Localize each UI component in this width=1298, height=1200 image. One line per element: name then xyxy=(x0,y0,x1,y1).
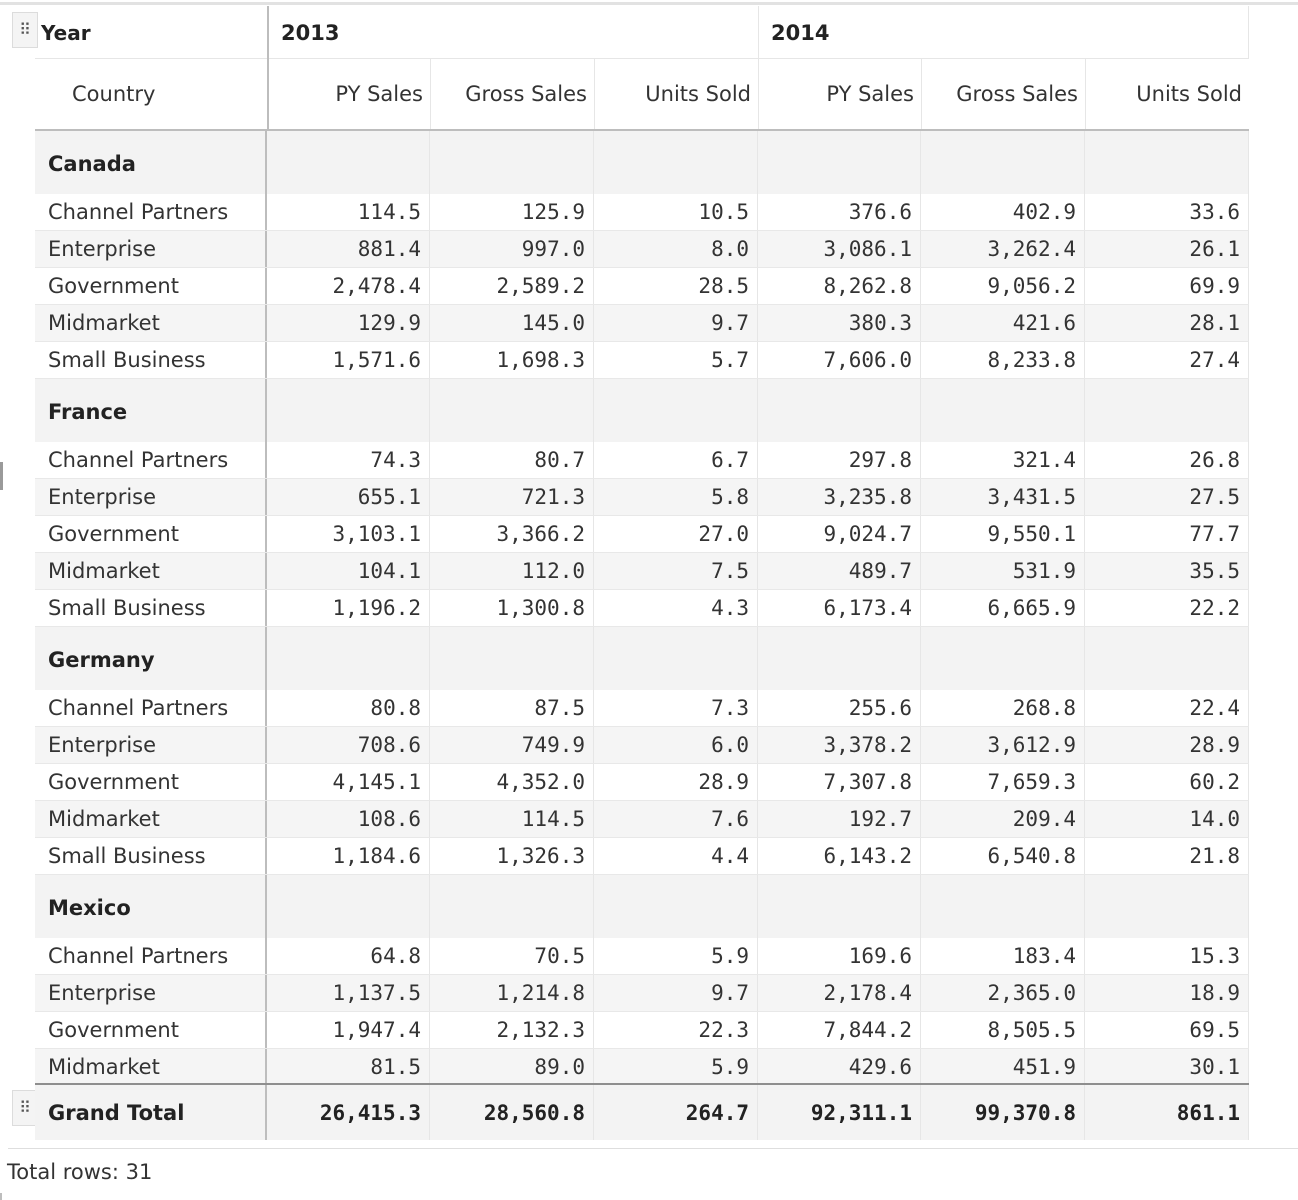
measure-header-2013-1[interactable]: Gross Sales xyxy=(430,59,594,129)
value-cell: 4,352.0 xyxy=(430,764,594,800)
country-group-label: Mexico xyxy=(35,875,267,938)
year-2013-header[interactable]: 2013 xyxy=(267,6,758,59)
table-row[interactable] xyxy=(35,194,1249,231)
value-cell: 28.9 xyxy=(594,764,758,800)
value-cell: 81.5 xyxy=(267,1049,430,1085)
value-cell: 28.5 xyxy=(594,268,758,304)
value-cell: 997.0 xyxy=(430,231,594,267)
value-cell: 380.3 xyxy=(758,305,921,341)
table-row[interactable] xyxy=(35,553,1249,590)
value-cell: 3,378.2 xyxy=(758,727,921,763)
value-cell: 708.6 xyxy=(267,727,430,763)
table-row[interactable] xyxy=(35,690,1249,727)
segment-label: Channel Partners xyxy=(35,194,267,230)
value-cell: 6.7 xyxy=(594,442,758,478)
value-cell: 2,478.4 xyxy=(267,268,430,304)
group-empty-cell xyxy=(430,131,594,194)
segment-label: Midmarket xyxy=(35,553,267,589)
value-cell: 1,698.3 xyxy=(430,342,594,378)
value-cell: 1,300.8 xyxy=(430,590,594,626)
value-cell: 881.4 xyxy=(267,231,430,267)
value-cell: 5.8 xyxy=(594,479,758,515)
value-cell: 531.9 xyxy=(921,553,1085,589)
value-cell: 1,947.4 xyxy=(267,1012,430,1048)
value-cell: 28.1 xyxy=(1085,305,1249,341)
grand-total-value: 28,560.8 xyxy=(430,1085,594,1140)
value-cell: 7.6 xyxy=(594,801,758,837)
value-cell: 8,262.8 xyxy=(758,268,921,304)
group-empty-cell xyxy=(758,379,921,442)
value-cell: 402.9 xyxy=(921,194,1085,230)
value-cell: 8,233.8 xyxy=(921,342,1085,378)
group-empty-cell xyxy=(267,875,430,938)
value-cell: 10.5 xyxy=(594,194,758,230)
group-empty-cell xyxy=(430,875,594,938)
value-cell: 9.7 xyxy=(594,305,758,341)
value-cell: 749.9 xyxy=(430,727,594,763)
value-cell: 9.7 xyxy=(594,975,758,1011)
value-cell: 14.0 xyxy=(1085,801,1249,837)
value-cell: 7,844.2 xyxy=(758,1012,921,1048)
country-group-row[interactable] xyxy=(35,875,1249,938)
group-empty-cell xyxy=(594,875,758,938)
value-cell: 6,173.4 xyxy=(758,590,921,626)
value-cell: 6,665.9 xyxy=(921,590,1085,626)
value-cell: 87.5 xyxy=(430,690,594,726)
value-cell: 6.0 xyxy=(594,727,758,763)
grand-total-value: 861.1 xyxy=(1085,1085,1249,1140)
grand-total-label: Grand Total xyxy=(35,1085,267,1140)
value-cell: 451.9 xyxy=(921,1049,1085,1085)
value-cell: 7,307.8 xyxy=(758,764,921,800)
value-cell: 112.0 xyxy=(430,553,594,589)
table-row[interactable] xyxy=(35,838,1249,875)
value-cell: 70.5 xyxy=(430,938,594,974)
table-row[interactable] xyxy=(35,938,1249,975)
group-empty-cell xyxy=(921,627,1085,690)
value-cell: 4,145.1 xyxy=(267,764,430,800)
measure-header-2013-0[interactable]: PY Sales xyxy=(267,59,430,129)
value-cell: 2,132.3 xyxy=(430,1012,594,1048)
value-cell: 80.8 xyxy=(267,690,430,726)
grand-total-row xyxy=(35,1083,1249,1140)
table-row[interactable] xyxy=(35,590,1249,627)
country-group-label: Canada xyxy=(35,131,267,194)
group-empty-cell xyxy=(758,875,921,938)
value-cell: 27.0 xyxy=(594,516,758,552)
grand-total-value: 264.7 xyxy=(594,1085,758,1140)
value-cell: 28.9 xyxy=(1085,727,1249,763)
value-cell: 1,184.6 xyxy=(267,838,430,874)
value-cell: 69.9 xyxy=(1085,268,1249,304)
value-cell: 74.3 xyxy=(267,442,430,478)
value-cell: 35.5 xyxy=(1085,553,1249,589)
value-cell: 192.7 xyxy=(758,801,921,837)
segment-label: Enterprise xyxy=(35,479,267,515)
value-cell: 3,366.2 xyxy=(430,516,594,552)
value-cell: 15.3 xyxy=(1085,938,1249,974)
value-cell: 3,103.1 xyxy=(267,516,430,552)
value-cell: 7.5 xyxy=(594,553,758,589)
group-empty-cell xyxy=(267,131,430,194)
value-cell: 2,589.2 xyxy=(430,268,594,304)
table-row[interactable] xyxy=(35,1049,1249,1086)
segment-label: Government xyxy=(35,516,267,552)
country-group-row[interactable] xyxy=(35,379,1249,442)
table-row[interactable] xyxy=(35,342,1249,379)
value-cell: 30.1 xyxy=(1085,1049,1249,1085)
segment-label: Small Business xyxy=(35,838,267,874)
value-cell: 22.4 xyxy=(1085,690,1249,726)
value-cell: 27.4 xyxy=(1085,342,1249,378)
value-cell: 1,196.2 xyxy=(267,590,430,626)
value-cell: 2,178.4 xyxy=(758,975,921,1011)
value-cell: 5.9 xyxy=(594,1049,758,1085)
group-empty-cell xyxy=(758,131,921,194)
group-empty-cell xyxy=(267,379,430,442)
value-cell: 3,431.5 xyxy=(921,479,1085,515)
bottom-tick xyxy=(0,1193,2,1200)
value-cell: 64.8 xyxy=(267,938,430,974)
table-row[interactable] xyxy=(35,727,1249,764)
group-empty-cell xyxy=(921,131,1085,194)
value-cell: 183.4 xyxy=(921,938,1085,974)
value-cell: 60.2 xyxy=(1085,764,1249,800)
grand-total-value: 92,311.1 xyxy=(758,1085,921,1140)
segment-label: Enterprise xyxy=(35,975,267,1011)
value-cell: 5.9 xyxy=(594,938,758,974)
segment-label: Channel Partners xyxy=(35,938,267,974)
group-empty-cell xyxy=(430,379,594,442)
measure-header-2014-0[interactable]: PY Sales xyxy=(758,59,921,129)
segment-label: Small Business xyxy=(35,342,267,378)
value-cell: 421.6 xyxy=(921,305,1085,341)
country-group-row[interactable] xyxy=(35,627,1249,690)
value-cell: 26.1 xyxy=(1085,231,1249,267)
group-empty-cell xyxy=(1085,379,1249,442)
value-cell: 9,550.1 xyxy=(921,516,1085,552)
value-cell: 1,214.8 xyxy=(430,975,594,1011)
group-empty-cell xyxy=(430,627,594,690)
value-cell: 4.3 xyxy=(594,590,758,626)
value-cell: 3,612.9 xyxy=(921,727,1085,763)
table-row[interactable] xyxy=(35,1012,1249,1049)
table-row[interactable] xyxy=(35,231,1249,268)
year-2014-header[interactable]: 2014 xyxy=(758,6,1249,59)
value-cell: 7.3 xyxy=(594,690,758,726)
total-rows-count: Total rows: 31 xyxy=(7,1160,153,1184)
value-cell: 489.7 xyxy=(758,553,921,589)
segment-label: Small Business xyxy=(35,590,267,626)
value-cell: 125.9 xyxy=(430,194,594,230)
row-dimension-label[interactable]: Year xyxy=(41,20,91,45)
value-cell: 114.5 xyxy=(430,801,594,837)
value-cell: 145.0 xyxy=(430,305,594,341)
top-border xyxy=(0,2,1298,5)
value-cell: 8,505.5 xyxy=(921,1012,1085,1048)
drag-dots-icon[interactable]: ⠿ xyxy=(12,12,38,48)
segment-label: Government xyxy=(35,764,267,800)
table-row[interactable] xyxy=(35,975,1249,1012)
value-cell: 69.5 xyxy=(1085,1012,1249,1048)
value-cell: 321.4 xyxy=(921,442,1085,478)
value-cell: 376.6 xyxy=(758,194,921,230)
value-cell: 169.6 xyxy=(758,938,921,974)
value-cell: 89.0 xyxy=(430,1049,594,1085)
segment-label: Channel Partners xyxy=(35,690,267,726)
table-row[interactable] xyxy=(35,305,1249,342)
country-group-label: Germany xyxy=(35,627,267,690)
value-cell: 1,326.3 xyxy=(430,838,594,874)
value-cell: 22.2 xyxy=(1085,590,1249,626)
value-cell: 80.7 xyxy=(430,442,594,478)
value-cell: 26.8 xyxy=(1085,442,1249,478)
value-cell: 33.6 xyxy=(1085,194,1249,230)
year-header-row xyxy=(35,6,1249,59)
country-column-header[interactable]: Country xyxy=(72,82,156,106)
value-cell: 8.0 xyxy=(594,231,758,267)
measure-header-2014-1[interactable]: Gross Sales xyxy=(921,59,1085,129)
group-empty-cell xyxy=(1085,627,1249,690)
group-empty-cell xyxy=(594,131,758,194)
value-cell: 429.6 xyxy=(758,1049,921,1085)
segment-label: Midmarket xyxy=(35,1049,267,1085)
value-cell: 104.1 xyxy=(267,553,430,589)
value-cell: 27.5 xyxy=(1085,479,1249,515)
value-cell: 6,540.8 xyxy=(921,838,1085,874)
group-empty-cell xyxy=(594,379,758,442)
group-empty-cell xyxy=(594,627,758,690)
table-row[interactable] xyxy=(35,764,1249,801)
table-row[interactable] xyxy=(35,442,1249,479)
value-cell: 5.7 xyxy=(594,342,758,378)
group-empty-cell xyxy=(921,379,1085,442)
segment-label: Enterprise xyxy=(35,727,267,763)
value-cell: 3,235.8 xyxy=(758,479,921,515)
value-cell: 721.3 xyxy=(430,479,594,515)
segment-label: Channel Partners xyxy=(35,442,267,478)
value-cell: 21.8 xyxy=(1085,838,1249,874)
country-group-label: France xyxy=(35,379,267,442)
segment-label: Government xyxy=(35,268,267,304)
value-cell: 7,659.3 xyxy=(921,764,1085,800)
value-cell: 18.9 xyxy=(1085,975,1249,1011)
value-cell: 268.8 xyxy=(921,690,1085,726)
grand-total-value: 99,370.8 xyxy=(921,1085,1085,1140)
value-cell: 209.4 xyxy=(921,801,1085,837)
segment-label: Enterprise xyxy=(35,231,267,267)
value-cell: 129.9 xyxy=(267,305,430,341)
group-empty-cell xyxy=(921,875,1085,938)
value-cell: 297.8 xyxy=(758,442,921,478)
value-cell: 9,056.2 xyxy=(921,268,1085,304)
value-cell: 114.5 xyxy=(267,194,430,230)
table-row[interactable] xyxy=(35,516,1249,553)
value-cell: 2,365.0 xyxy=(921,975,1085,1011)
group-empty-cell xyxy=(1085,131,1249,194)
resize-tick xyxy=(0,462,3,490)
value-cell: 655.1 xyxy=(267,479,430,515)
table-row[interactable] xyxy=(35,479,1249,516)
value-cell: 3,086.1 xyxy=(758,231,921,267)
grand-total-value: 26,415.3 xyxy=(267,1085,430,1140)
group-empty-cell xyxy=(758,627,921,690)
segment-label: Midmarket xyxy=(35,801,267,837)
drag-dots-icon[interactable]: ⠿ xyxy=(12,1090,38,1126)
value-cell: 4.4 xyxy=(594,838,758,874)
value-cell: 77.7 xyxy=(1085,516,1249,552)
group-empty-cell xyxy=(267,627,430,690)
value-cell: 7,606.0 xyxy=(758,342,921,378)
value-cell: 9,024.7 xyxy=(758,516,921,552)
measure-header-2013-2[interactable]: Units Sold xyxy=(594,59,758,129)
measure-header-row xyxy=(35,59,1249,131)
value-cell: 3,262.4 xyxy=(921,231,1085,267)
table-row[interactable] xyxy=(35,801,1249,838)
value-cell: 22.3 xyxy=(594,1012,758,1048)
value-cell: 108.6 xyxy=(267,801,430,837)
table-row[interactable] xyxy=(35,268,1249,305)
measure-header-2014-2[interactable]: Units Sold xyxy=(1085,59,1249,129)
value-cell: 1,571.6 xyxy=(267,342,430,378)
group-empty-cell xyxy=(1085,875,1249,938)
segment-label: Midmarket xyxy=(35,305,267,341)
value-cell: 6,143.2 xyxy=(758,838,921,874)
segment-label: Government xyxy=(35,1012,267,1048)
value-cell: 1,137.5 xyxy=(267,975,430,1011)
value-cell: 255.6 xyxy=(758,690,921,726)
country-group-row[interactable] xyxy=(35,131,1249,194)
footer-divider xyxy=(8,1148,1298,1149)
